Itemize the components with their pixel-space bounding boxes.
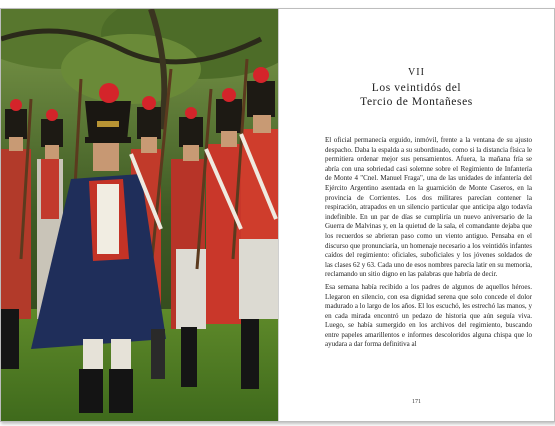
chapter-heading <box>279 67 554 109</box>
page-number: 171 <box>412 399 421 405</box>
photo-page <box>1 9 278 421</box>
chapter-body <box>325 136 532 353</box>
chapter-title-line-2: Tercio de Montañeses <box>360 96 473 108</box>
soldiers-photo <box>1 9 278 421</box>
paragraph: El oficial permanecía erguido, inmóvil, frente a la ventana de su ajusto despacho. Daba la espalda a su subordinado, como si la distancia física le permitiera ordenar mejor sus pensamientos. Afuera, la mañana fría se abría con una sobriedad casi solemne sobre el Regimiento de Infantería de Monte 4 "Cnel. Manuel Fraga", una de las unidades de infantería del Ejército Argentino asentada en la guarnición de Monte Caseros, en la provincia de Corrientes. Los dos militares parecían contener la respiración, atrapados en un silencio particular que anticipa algo todavía indefinible. En un par de días se cumpliría un nuevo aniversario de la Guerra de Malvinas y, en la quietud de la sala, el comandante dejaba que los recuerdos se abrieran paso como un viento antiguo. Pensaba en el discurso que pronunciaría, un homenaje necesario a los veintidós infantes caídos del regimiento: oficiales, suboficiales y los jóvenes soldados de las clases 62 y 63. Cada uno de esos nombres parecía latir en su memoria, reclamando un sitio digno en las palabras que habría de decir. <box>325 136 532 279</box>
text-page <box>279 9 554 421</box>
chapter-title-line-1: Los veintidós del <box>371 82 462 94</box>
chapter-number: VII <box>408 67 425 78</box>
paragraph: Esa semana había recibido a los padres de algunos de aquellos héroes. Llegaron en silencio, con esa dignidad serena que solo concede el dolor madurado a lo largo de los años. El los escuchó, les estrechó las manos, y en cada mirada encontró un pedazo de historia que aún seguía viva. Luego, se había sumergido en los archivos del regimiento, buscando entre papeles amarillentos e informes descoloridos alguna chispa que lo ayudara a dar forma definitiva al <box>325 282 532 349</box>
chapter-title <box>279 81 554 109</box>
book-spread <box>0 8 555 422</box>
